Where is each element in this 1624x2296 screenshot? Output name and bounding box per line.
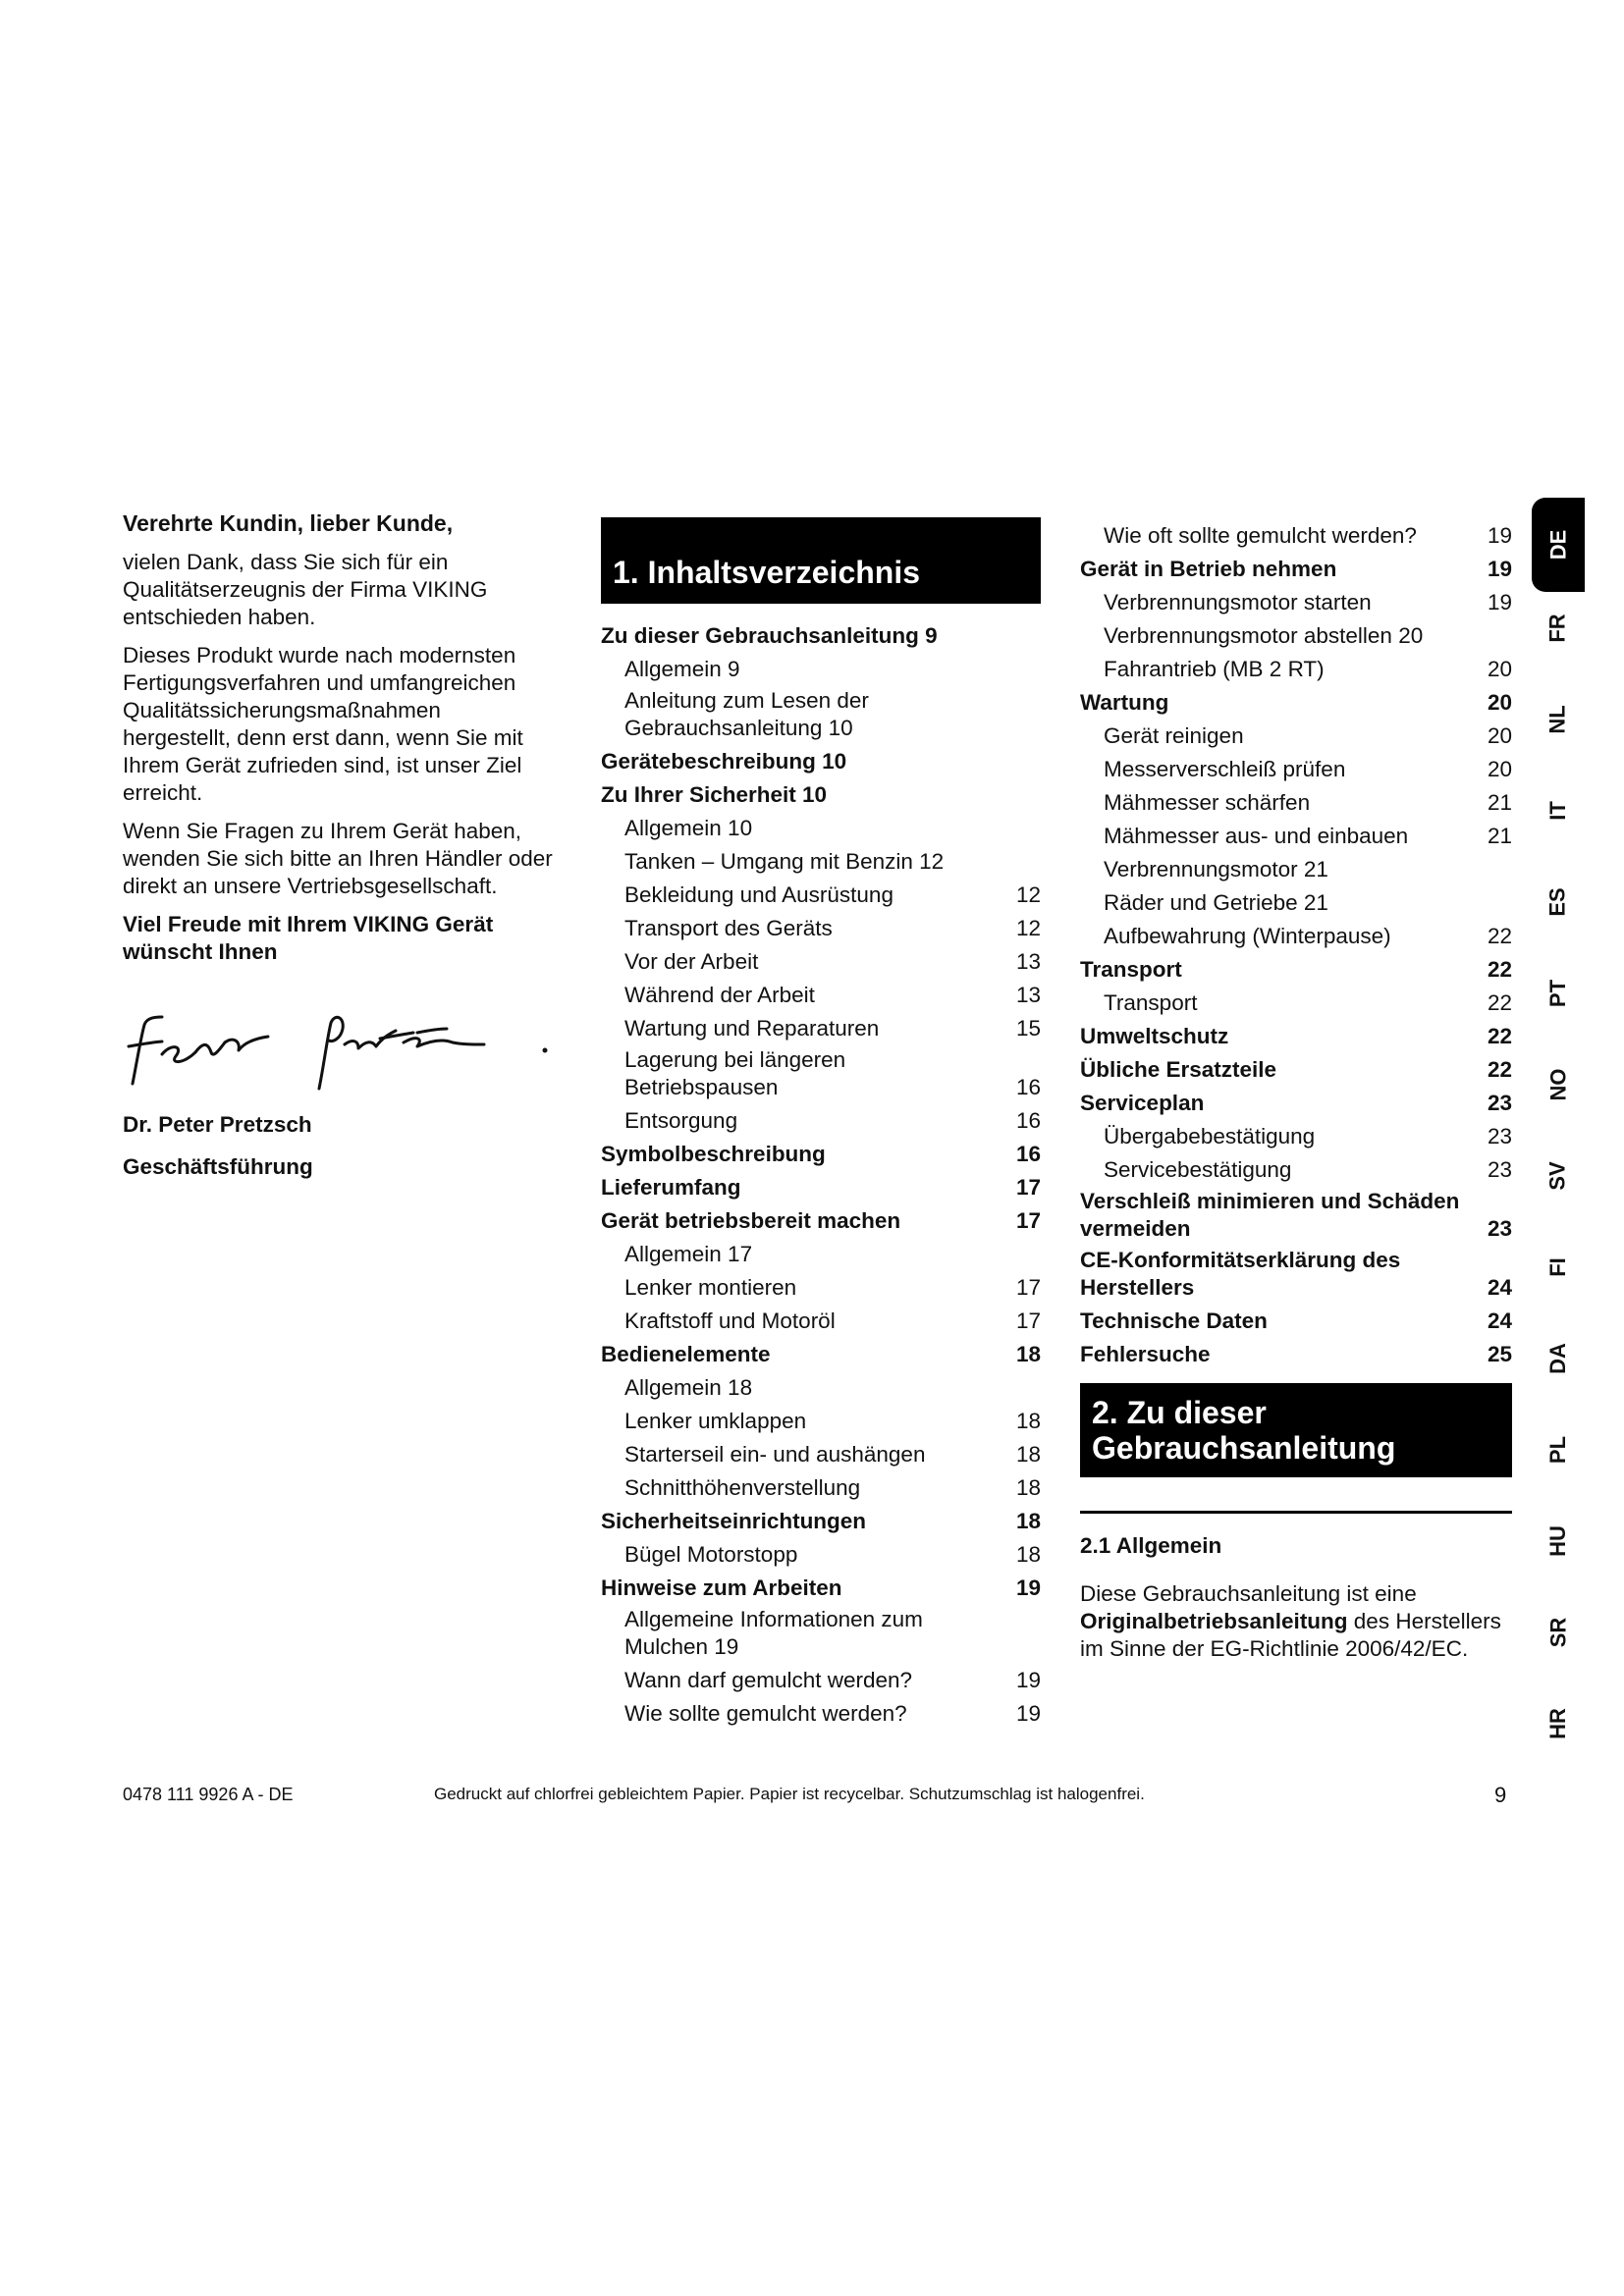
toc-entry	[601, 1336, 1041, 1369]
language-tab-hu[interactable]	[1532, 1518, 1585, 1565]
toc-entry-title: Bedienelemente	[601, 1342, 771, 1366]
letter-closing: Viel Freude mit Ihrem VIKING Gerät wünscht Ihnen	[123, 912, 494, 964]
toc-entry-page: 21	[1487, 790, 1512, 815]
toc-entry-title: Verschleiß minimieren und Schäden vermeiden	[1080, 1189, 1460, 1241]
toc-entry	[1080, 1303, 1512, 1336]
language-tab-label: FI	[1545, 1257, 1570, 1277]
toc-entry	[601, 1043, 1041, 1102]
toc-entry-page: 22	[1487, 924, 1512, 948]
toc-entry-title: Wann darf gemulcht werden?	[624, 1668, 913, 1692]
toc-entry-title: Mähmesser schärfen	[1104, 790, 1311, 815]
toc-entry-title: Wie oft sollte gemulcht werden?	[1104, 523, 1417, 548]
toc-entry-page: 19	[1015, 1701, 1041, 1726]
toc-entry	[601, 843, 1041, 877]
language-tab-label: DE	[1545, 529, 1570, 561]
toc-entry	[1080, 651, 1512, 684]
toc-entry	[601, 1010, 1041, 1043]
language-tab-nl[interactable]	[1532, 696, 1585, 743]
toc-entry	[1080, 884, 1512, 918]
toc-entry-title: Während der Arbeit	[624, 983, 815, 1007]
toc-entry-title: Starterseil ein- und aushängen	[624, 1442, 926, 1467]
letter-paragraph-2: Dieses Produkt wurde nach modernsten Fertigungsverfahren und umfangreichen Qualitätssicherungsmaßnahmen hergestellt, denn erst dann, wenn Sie mit Ihrem Gerät zufrieden sind, ist unser Ziel erreicht.	[123, 643, 523, 805]
toc-entry-page: 18	[1015, 1342, 1041, 1366]
language-tab-sr[interactable]	[1532, 1609, 1585, 1656]
toc-entry-title: Entsorgung	[624, 1108, 738, 1133]
toc-entry	[601, 1603, 1041, 1662]
toc-title: 1. Inhaltsverzeichnis	[601, 517, 1041, 604]
toc-entry	[1080, 1151, 1512, 1185]
para-text-before: Diese Gebrauchsanleitung ist eine	[1080, 1581, 1417, 1606]
toc-entry-page: 13	[1015, 983, 1041, 1007]
toc-entry	[601, 776, 1041, 810]
toc-entry	[1080, 1085, 1512, 1118]
toc-entry-page: 17	[1015, 1208, 1041, 1233]
language-tab-sv[interactable]	[1532, 1152, 1585, 1200]
signer-title: Geschäftsführung	[123, 1154, 313, 1179]
toc-entry-title: Allgemein 9	[624, 657, 740, 681]
language-tab-label: SR	[1545, 1617, 1570, 1648]
page-number: 9	[1494, 1783, 1507, 1807]
toc-entry	[601, 1269, 1041, 1303]
toc-entry-title: Verbrennungsmotor 21	[1104, 857, 1328, 881]
toc-entry-title: Bekleidung und Ausrüstung	[624, 882, 893, 907]
language-tab-pt[interactable]	[1532, 970, 1585, 1017]
toc-entry-page: 20	[1487, 657, 1512, 681]
toc-entry-title: Tanken – Umgang mit Benzin 12	[624, 849, 945, 874]
toc-entry-title: Mähmesser aus- und einbauen	[1104, 824, 1409, 848]
language-tab-fi[interactable]	[1532, 1244, 1585, 1291]
toc-entry-title: Umweltschutz	[1080, 1024, 1229, 1048]
toc-entry	[601, 1536, 1041, 1570]
toc-entry-title: Anleitung zum Lesen der Gebrauchsanleitung 10	[624, 688, 869, 740]
toc-entry	[601, 1202, 1041, 1236]
footer-note: Gedruckt auf chlorfrei gebleichtem Papier. Papier ist recycelbar. Schutzumschlag ist halogenfrei.	[434, 1785, 1145, 1803]
toc-entry-page: 16	[1015, 1108, 1041, 1133]
toc-entry-title: Aufbewahrung (Winterpause)	[1104, 924, 1391, 948]
toc-entry	[601, 651, 1041, 684]
toc-entry-page: 22	[1487, 1057, 1512, 1082]
toc-entry	[1080, 1336, 1512, 1369]
letter-column	[123, 510, 555, 1197]
toc-entry-title: Wie sollte gemulcht werden?	[624, 1701, 907, 1726]
toc-entry-page: 18	[1015, 1475, 1041, 1500]
toc-entry-page: 19	[1487, 523, 1512, 548]
toc-entry	[1080, 1118, 1512, 1151]
language-tab-da[interactable]	[1532, 1335, 1585, 1382]
toc-entry-title: Servicebestätigung	[1104, 1157, 1292, 1182]
language-tab-no[interactable]	[1532, 1061, 1585, 1108]
toc-entry-title: Übliche Ersatzteile	[1080, 1057, 1277, 1082]
language-tab-label: HR	[1545, 1708, 1570, 1739]
toc-entry-title: Lenker umklappen	[624, 1409, 807, 1433]
toc-entry-page: 23	[1487, 1091, 1512, 1115]
language-tab-label: FR	[1544, 614, 1570, 643]
toc-entry-page: 12	[1015, 882, 1041, 907]
toc-entry	[1080, 784, 1512, 818]
toc-entry-title: Zu Ihrer Sicherheit 10	[601, 782, 828, 807]
toc-entry-title: Fehlersuche	[1080, 1342, 1211, 1366]
toc-entry-title: Gerät in Betrieb nehmen	[1080, 557, 1337, 581]
toc-entry	[1080, 751, 1512, 784]
toc-entry-title: Verbrennungsmotor abstellen 20	[1104, 623, 1424, 648]
toc-entry-page: 23	[1487, 1157, 1512, 1182]
toc-entry	[601, 1169, 1041, 1202]
section-2-1-paragraph	[1080, 1580, 1512, 1663]
toc-entry-title: Transport	[1080, 957, 1182, 982]
language-tab-fr[interactable]	[1532, 605, 1585, 652]
toc-entry	[601, 877, 1041, 910]
toc-entry-title: Fahrantrieb (MB 2 RT)	[1104, 657, 1325, 681]
toc-entry	[601, 1662, 1041, 1695]
toc-entry	[1080, 851, 1512, 884]
toc-entry	[601, 1570, 1041, 1603]
toc-entry-title: Wartung und Reparaturen	[624, 1016, 880, 1041]
toc-list-2	[1080, 517, 1512, 1369]
language-tab-pl[interactable]	[1532, 1426, 1585, 1473]
toc-entry-page: 20	[1487, 690, 1512, 715]
toc-entry	[601, 1102, 1041, 1136]
toc-entry-page: 15	[1015, 1016, 1041, 1041]
toc-entry-title: Transport des Geräts	[624, 916, 833, 940]
toc-entry	[1080, 951, 1512, 985]
toc-entry-title: Bügel Motorstopp	[624, 1542, 798, 1567]
toc-entry	[1080, 684, 1512, 718]
toc-entry	[1080, 1018, 1512, 1051]
toc-entry-title: Lenker montieren	[624, 1275, 797, 1300]
toc-entry-title: Allgemein 18	[624, 1375, 753, 1400]
toc-entry-title: Serviceplan	[1080, 1091, 1205, 1115]
toc-entry-page: 18	[1015, 1509, 1041, 1533]
toc-entry	[601, 684, 1041, 743]
toc-entry	[601, 910, 1041, 943]
toc-entry-page: 18	[1015, 1442, 1041, 1467]
toc-entry	[1080, 818, 1512, 851]
toc-entry	[1080, 1185, 1512, 1244]
language-tab-label: NL	[1544, 705, 1570, 734]
toc-entry-title: Vor der Arbeit	[624, 949, 759, 974]
language-tab-label: ES	[1544, 887, 1570, 917]
toc-entry	[1080, 517, 1512, 551]
toc-entry-page: 21	[1487, 824, 1512, 848]
toc-entry-title: Lieferumfang	[601, 1175, 741, 1200]
toc-entry-page: 19	[1015, 1575, 1041, 1600]
toc-entry-page: 19	[1015, 1668, 1041, 1692]
toc-entry	[601, 1136, 1041, 1169]
language-tab-label: PL	[1545, 1435, 1570, 1465]
toc-entry-page: 23	[1487, 1124, 1512, 1148]
toc-entry-page: 22	[1487, 990, 1512, 1015]
toc-entry	[1080, 718, 1512, 751]
toc-entry-title: Symbolbeschreibung	[601, 1142, 826, 1166]
language-tab-label: PT	[1545, 979, 1570, 1008]
language-tab-label: IT	[1545, 801, 1570, 821]
toc-entry-title: Allgemein 10	[624, 816, 753, 840]
toc-entry-page: 23	[1487, 1216, 1512, 1241]
language-tab-hr[interactable]	[1532, 1700, 1585, 1747]
language-tab-label: DA	[1545, 1343, 1570, 1374]
para-text-bold: Originalbetriebsanleitung	[1080, 1609, 1348, 1633]
toc-entry-title: Wartung	[1080, 690, 1169, 715]
toc-entry-page: 17	[1015, 1175, 1041, 1200]
toc-entry-title: Messerverschleiß prüfen	[1104, 757, 1346, 781]
toc-entry	[601, 1303, 1041, 1336]
toc-entry-page: 18	[1015, 1409, 1041, 1433]
toc-entry	[1080, 1051, 1512, 1085]
toc-entry	[601, 810, 1041, 843]
language-tab-label: SV	[1544, 1161, 1570, 1191]
toc-entry	[601, 1403, 1041, 1436]
toc-entry-page: 24	[1487, 1275, 1512, 1300]
section-2-1-heading: 2.1 Allgemein	[1080, 1533, 1222, 1558]
toc-entry-title: Hinweise zum Arbeiten	[601, 1575, 842, 1600]
toc-entry-page: 17	[1015, 1275, 1041, 1300]
toc-entry-page: 19	[1487, 557, 1512, 581]
toc-entry	[601, 1469, 1041, 1503]
signer-name: Dr. Peter Pretzsch	[123, 1112, 312, 1137]
toc-entry	[601, 1503, 1041, 1536]
signature	[123, 995, 555, 1098]
toc-entry-page: 19	[1487, 590, 1512, 614]
language-tab-label: HU	[1545, 1525, 1570, 1557]
toc-entry-title: Transport	[1104, 990, 1198, 1015]
toc-entry-page: 18	[1015, 1542, 1041, 1567]
letter-paragraph-3: Wenn Sie Fragen zu Ihrem Gerät haben, wenden Sie sich bitte an Ihren Händler oder direkt an unsere Vertriebsgesellschaft.	[123, 819, 553, 898]
toc-list-1	[601, 617, 1041, 1729]
toc-entry-title: Technische Daten	[1080, 1308, 1268, 1333]
toc-entry-title: Verbrennungsmotor starten	[1104, 590, 1372, 614]
section-2-title: 2. Zu dieser Gebrauchsanleitung	[1080, 1383, 1512, 1477]
toc-entry-page: 24	[1487, 1308, 1512, 1333]
toc-entry	[601, 943, 1041, 977]
toc-entry-page: 16	[1015, 1075, 1041, 1099]
section-divider	[1080, 1511, 1512, 1514]
toc-entry-title: Allgemein 17	[624, 1242, 753, 1266]
letter-paragraph-1: vielen Dank, dass Sie sich für ein Qualitätserzeugnis der Firma VIKING entschieden haben.	[123, 550, 488, 629]
language-tab-de[interactable]	[1532, 498, 1585, 592]
toc-entry-title: Lagerung bei längeren Betriebspausen	[624, 1047, 846, 1099]
toc-entry	[601, 1436, 1041, 1469]
toc-entry-title: Schnitthöhenverstellung	[624, 1475, 861, 1500]
toc-column-2	[1080, 517, 1512, 1674]
language-tab-label: NO	[1545, 1068, 1570, 1101]
toc-entry-title: Sicherheitseinrichtungen	[601, 1509, 867, 1533]
toc-entry	[1080, 985, 1512, 1018]
toc-entry	[601, 977, 1041, 1010]
greeting: Verehrte Kundin, lieber Kunde,	[123, 510, 454, 536]
language-tab-it[interactable]	[1532, 787, 1585, 834]
toc-entry	[1080, 551, 1512, 584]
toc-entry-title: Gerätebeschreibung 10	[601, 749, 847, 774]
document-code: 0478 111 9926 A - DE	[123, 1785, 294, 1804]
toc-entry-title: Übergabebestätigung	[1104, 1124, 1316, 1148]
toc-entry-page: 22	[1487, 957, 1512, 982]
toc-entry-title: Gerät betriebsbereit machen	[601, 1208, 901, 1233]
toc-entry	[1080, 918, 1512, 951]
toc-entry	[1080, 617, 1512, 651]
para-text-after: des Herstellers im Sinne der EG-Richtlinie 2006/42/EC.	[1080, 1609, 1501, 1661]
language-tabs	[1532, 498, 1585, 1774]
toc-entry-title: Zu dieser Gebrauchsanleitung 9	[601, 623, 938, 648]
toc-entry-title: Gerät reinigen	[1104, 723, 1244, 748]
toc-entry	[601, 1695, 1041, 1729]
toc-entry	[601, 743, 1041, 776]
toc-entry	[1080, 1244, 1512, 1303]
toc-entry-title: Allgemeine Informationen zum Mulchen 19	[624, 1607, 923, 1659]
toc-entry	[601, 1236, 1041, 1269]
toc-entry-page: 12	[1015, 916, 1041, 940]
toc-entry-title: Räder und Getriebe 21	[1104, 890, 1328, 915]
toc-entry-title: CE-Konformitätserklärung des Herstellers	[1080, 1248, 1401, 1300]
toc-entry	[1080, 584, 1512, 617]
toc-entry-page: 13	[1015, 949, 1041, 974]
toc-entry-page: 20	[1487, 723, 1512, 748]
toc-entry-page: 16	[1015, 1142, 1041, 1166]
toc-entry-page: 20	[1487, 757, 1512, 781]
toc-entry	[601, 617, 1041, 651]
toc-entry-page: 25	[1487, 1342, 1512, 1366]
toc-entry-title: Kraftstoff und Motoröl	[624, 1308, 836, 1333]
language-tab-es[interactable]	[1532, 879, 1585, 926]
toc-entry-page: 22	[1487, 1024, 1512, 1048]
toc-column-1	[601, 517, 1041, 1729]
toc-entry	[601, 1369, 1041, 1403]
toc-entry-page: 17	[1015, 1308, 1041, 1333]
